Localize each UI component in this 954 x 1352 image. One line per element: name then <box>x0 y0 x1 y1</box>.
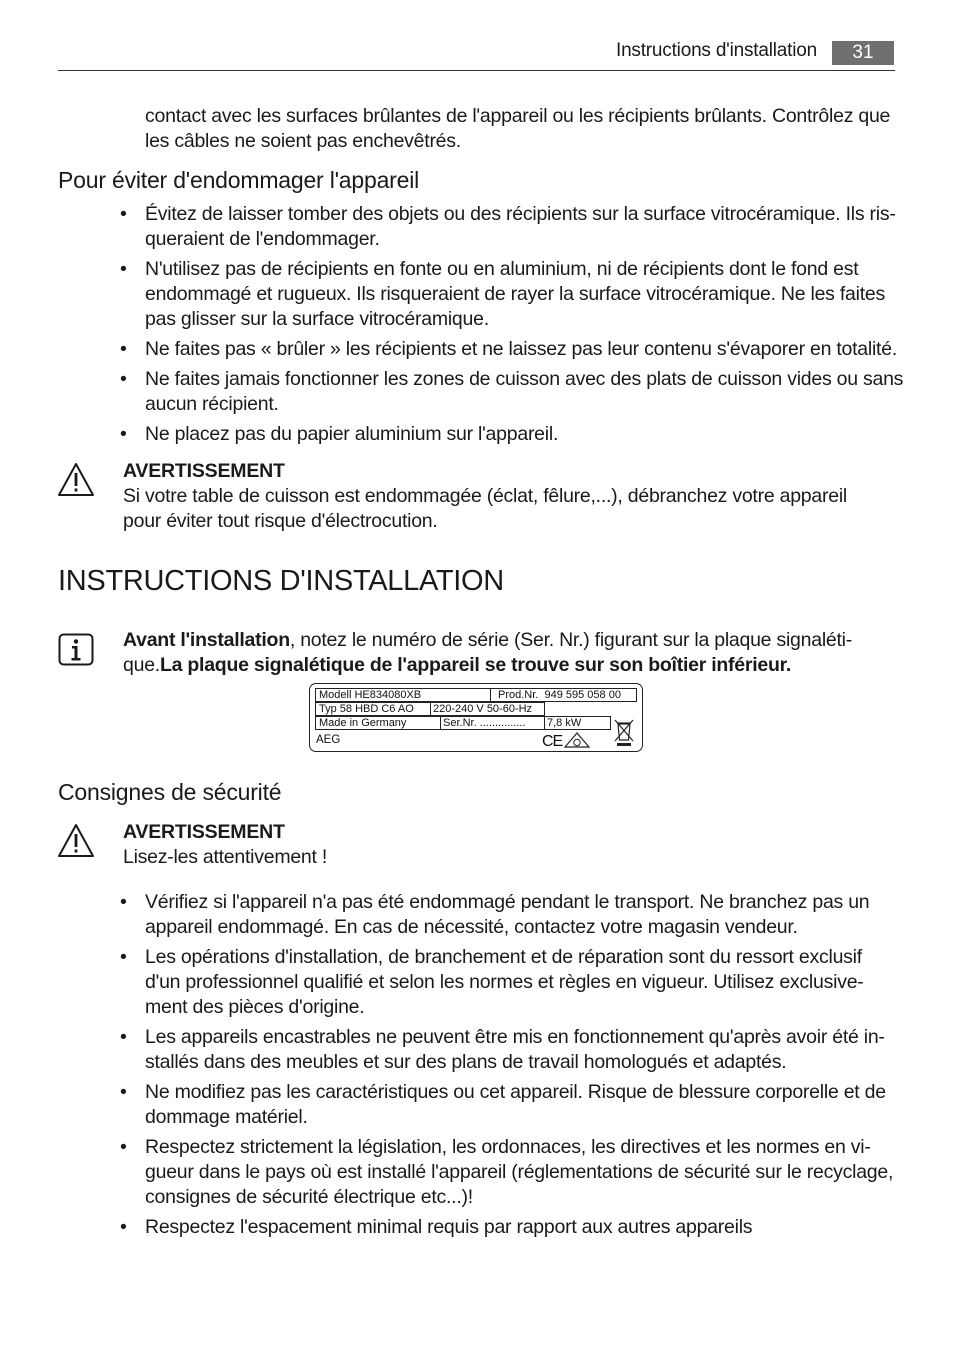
warning-block-2 <box>123 820 903 870</box>
warning-text: Lisez-les attentivement ! <box>123 846 328 868</box>
plate-type: Typ 58 HBD C6 AO <box>315 702 431 716</box>
warning-triangle-icon <box>57 462 95 498</box>
bullet: • <box>120 891 127 913</box>
list-item: • Vérifiez si l'appareil n'a pas été endommagé pendant le transport. Ne branchez pas un appareil endommagé. En cas de nécessité, contactez votre magasin vendeur. <box>120 891 870 938</box>
plate-serial: Ser.Nr. ............... <box>440 716 545 730</box>
list-item: • Les appareils encastrables ne peuvent être mis en fonctionnement qu'après avoir été in- stallés dans des meubles et sur des plans de travail homologués et adaptés. <box>120 1026 885 1073</box>
bullet: • <box>120 338 127 360</box>
list-item: • Évitez de laisser tomber des objets ou des récipients sur la surface vitrocéramique. Ils ris- queraient de l'endommager. <box>120 203 896 250</box>
bullet: • <box>120 368 127 390</box>
plate-prod: Prod.Nr. 949 595 058 00 <box>490 688 637 702</box>
info-line: que.La plaque signalétique de l'appareil se trouve sur son boîtier inférieur. <box>123 654 792 676</box>
page-title: INSTRUCTIONS D'INSTALLATION <box>58 565 504 597</box>
ce-mark: CE <box>542 733 563 750</box>
damage-list <box>118 202 908 452</box>
rating-plate <box>309 683 643 752</box>
warning-title: AVERTISSEMENT <box>123 821 285 843</box>
list-item: • Ne placez pas du papier aluminium sur l'appareil. <box>120 423 559 445</box>
section-heading-safety: Consignes de sécurité <box>58 779 282 805</box>
bullet: • <box>120 1216 127 1238</box>
warning-block-1 <box>123 459 903 534</box>
list-item: • Ne faites pas « brûler » les récipients et ne laissez pas leur contenu s'évaporer en totalité. <box>120 338 897 360</box>
intro-line: contact avec les surfaces brûlantes de l'appareil ou les récipients brûlants. Contrôlez que <box>145 105 891 127</box>
list-item: • Respectez l'espacement minimal requis par rapport aux autres appareils <box>120 1216 753 1238</box>
list-item: • Ne modifiez pas les caractéristiques ou cet appareil. Risque de blessure corporelle et de dommage matériel. <box>120 1081 886 1128</box>
warning-text: pour éviter tout risque d'électrocution. <box>123 510 438 532</box>
plate-brand: AEG <box>316 734 341 746</box>
header-rule <box>58 70 895 71</box>
crossed-bin-icon <box>613 718 635 748</box>
plate-power: 7,8 kW <box>544 716 611 730</box>
warning-title: AVERTISSEMENT <box>123 460 285 482</box>
list-item: • N'utilisez pas de récipients en fonte ou en aluminium, ni de récipients dont le fond est endommagé et rugueux. Ils risqueraient de rayer la surface vitrocéramique. Ne les faites pas glisser sur la surface vitrocéramique. <box>120 258 885 330</box>
section-heading-damage: Pour éviter d'endommager l'appareil <box>58 167 420 193</box>
info-line: Avant l'installation, notez le numéro de série (Ser. Nr.) figurant sur la plaque signaléti- <box>123 629 852 651</box>
safety-list <box>118 890 908 1245</box>
plate-model: Modell HE834080XB <box>315 688 491 702</box>
page-number: 31 <box>832 41 894 65</box>
plate-voltage: 220-240 V 50-60-Hz <box>430 702 545 716</box>
warning-text: Si votre table de cuisson est endommagée (éclat, fêlure,...), débranchez votre appareil <box>123 485 847 507</box>
bullet: • <box>120 423 127 445</box>
list-item: • Ne faites jamais fonctionner les zones de cuisson avec des plats de cuisson vides ou sans aucun récipient. <box>120 368 904 415</box>
bullet: • <box>120 1081 127 1103</box>
list-item: • Les opérations d'installation, de branchement et de réparation sont du ressort exclusif d'un professionnel qualifié et selon les normes et règles en vigueur. Utilisez exclusive- ment des pièces d'origine. <box>120 946 864 1018</box>
intro-line: les câbles ne soient pas enchevêtrés. <box>145 130 461 152</box>
bullet: • <box>120 258 127 280</box>
safety-mark-icon <box>564 732 590 748</box>
info-paragraph <box>123 628 913 678</box>
list-item: • Respectez strictement la législation, les ordonnaces, les directives et les normes en vi- gueur dans le pays où est installé l'appareil (réglementations de sécurité sur le recyclage, consignes de sécurité électrique etc...)! <box>120 1136 894 1208</box>
plate-made-in: Made in Germany <box>315 716 441 730</box>
bullet: • <box>120 1026 127 1048</box>
bullet: • <box>120 946 127 968</box>
running-header-title: Instructions d'installation <box>615 40 817 61</box>
bullet: • <box>120 1136 127 1158</box>
intro-paragraph <box>145 104 905 154</box>
warning-triangle-icon <box>57 823 95 859</box>
bullet: • <box>120 203 127 225</box>
info-icon <box>58 633 94 666</box>
